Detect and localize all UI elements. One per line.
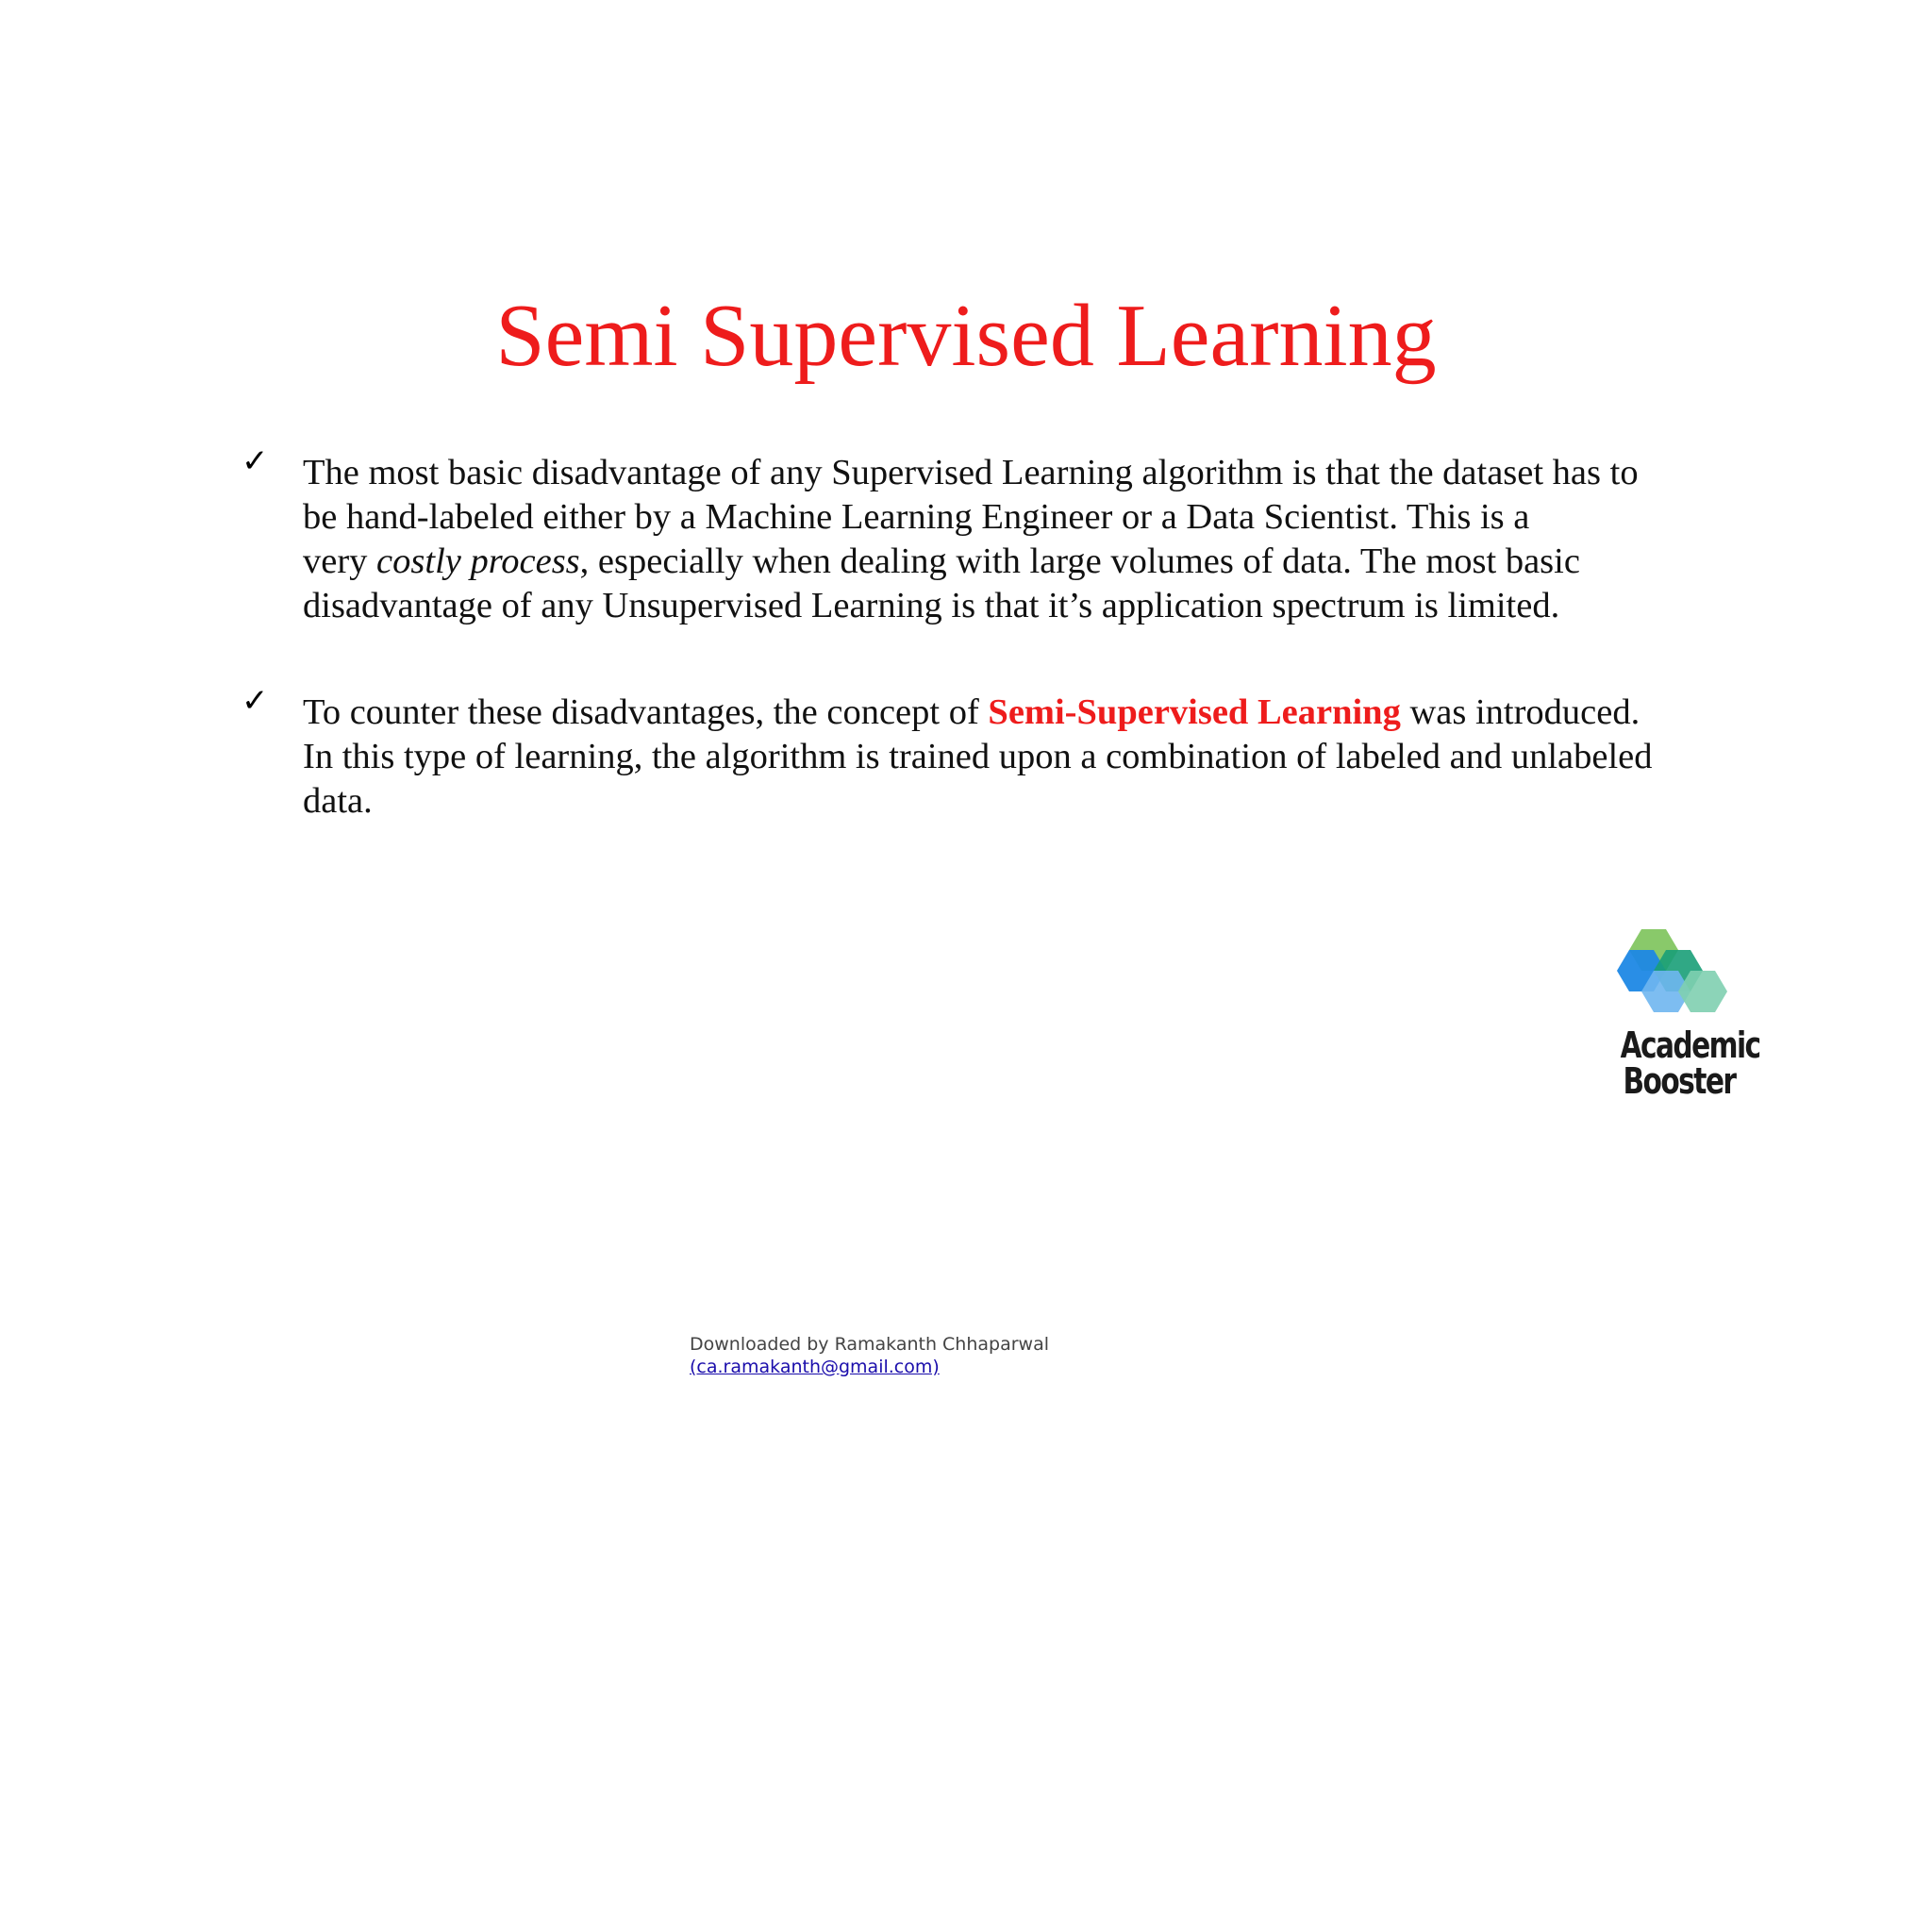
- bullet-line: data.: [303, 781, 373, 821]
- slide-title: Semi Supervised Learning: [495, 287, 1437, 385]
- emphasis-costly-process: costly process: [376, 541, 580, 581]
- email-link[interactable]: (ca.ramakanth@gmail.com): [690, 1357, 940, 1377]
- bullet-text: [303, 451, 1690, 628]
- checkmark-icon: ✓: [242, 682, 269, 720]
- bullet-line: be hand-labeled either by a Machine Learning Engineer or a Data Scientist. This is a: [303, 497, 1530, 537]
- bullet-line: disadvantage of any Unsupervised Learning is that it’s application spectrum is limited.: [303, 586, 1560, 625]
- bullet-line: To counter these disadvantages, the concept of Semi-Supervised Learning was introduced.: [303, 692, 1641, 732]
- downloaded-by-text: Downloaded by Ramakanth Chhaparwal: [690, 1334, 1050, 1355]
- bullet-line: The most basic disadvantage of any Supervised Learning algorithm is that the dataset has to: [303, 453, 1639, 492]
- academic-booster-logo: [1604, 929, 1760, 1113]
- highlight-term: Semi-Supervised Learning: [988, 692, 1401, 732]
- logo-line-1: Academic: [1620, 1024, 1760, 1066]
- logo-line-2: Booster: [1623, 1060, 1736, 1102]
- checkmark-icon: ✓: [242, 442, 269, 480]
- download-note: [690, 1333, 1049, 1378]
- hexagon-logo-icon: [1617, 929, 1741, 1029]
- logo-wordmark: [1620, 1024, 1760, 1102]
- bullet-text: [303, 691, 1690, 824]
- bullet-line: In this type of learning, the algorithm is trained upon a combination of labeled and unlabeled: [303, 737, 1653, 776]
- bullet-line: very costly process, especially when dealing with large volumes of data. The most basic: [303, 541, 1580, 581]
